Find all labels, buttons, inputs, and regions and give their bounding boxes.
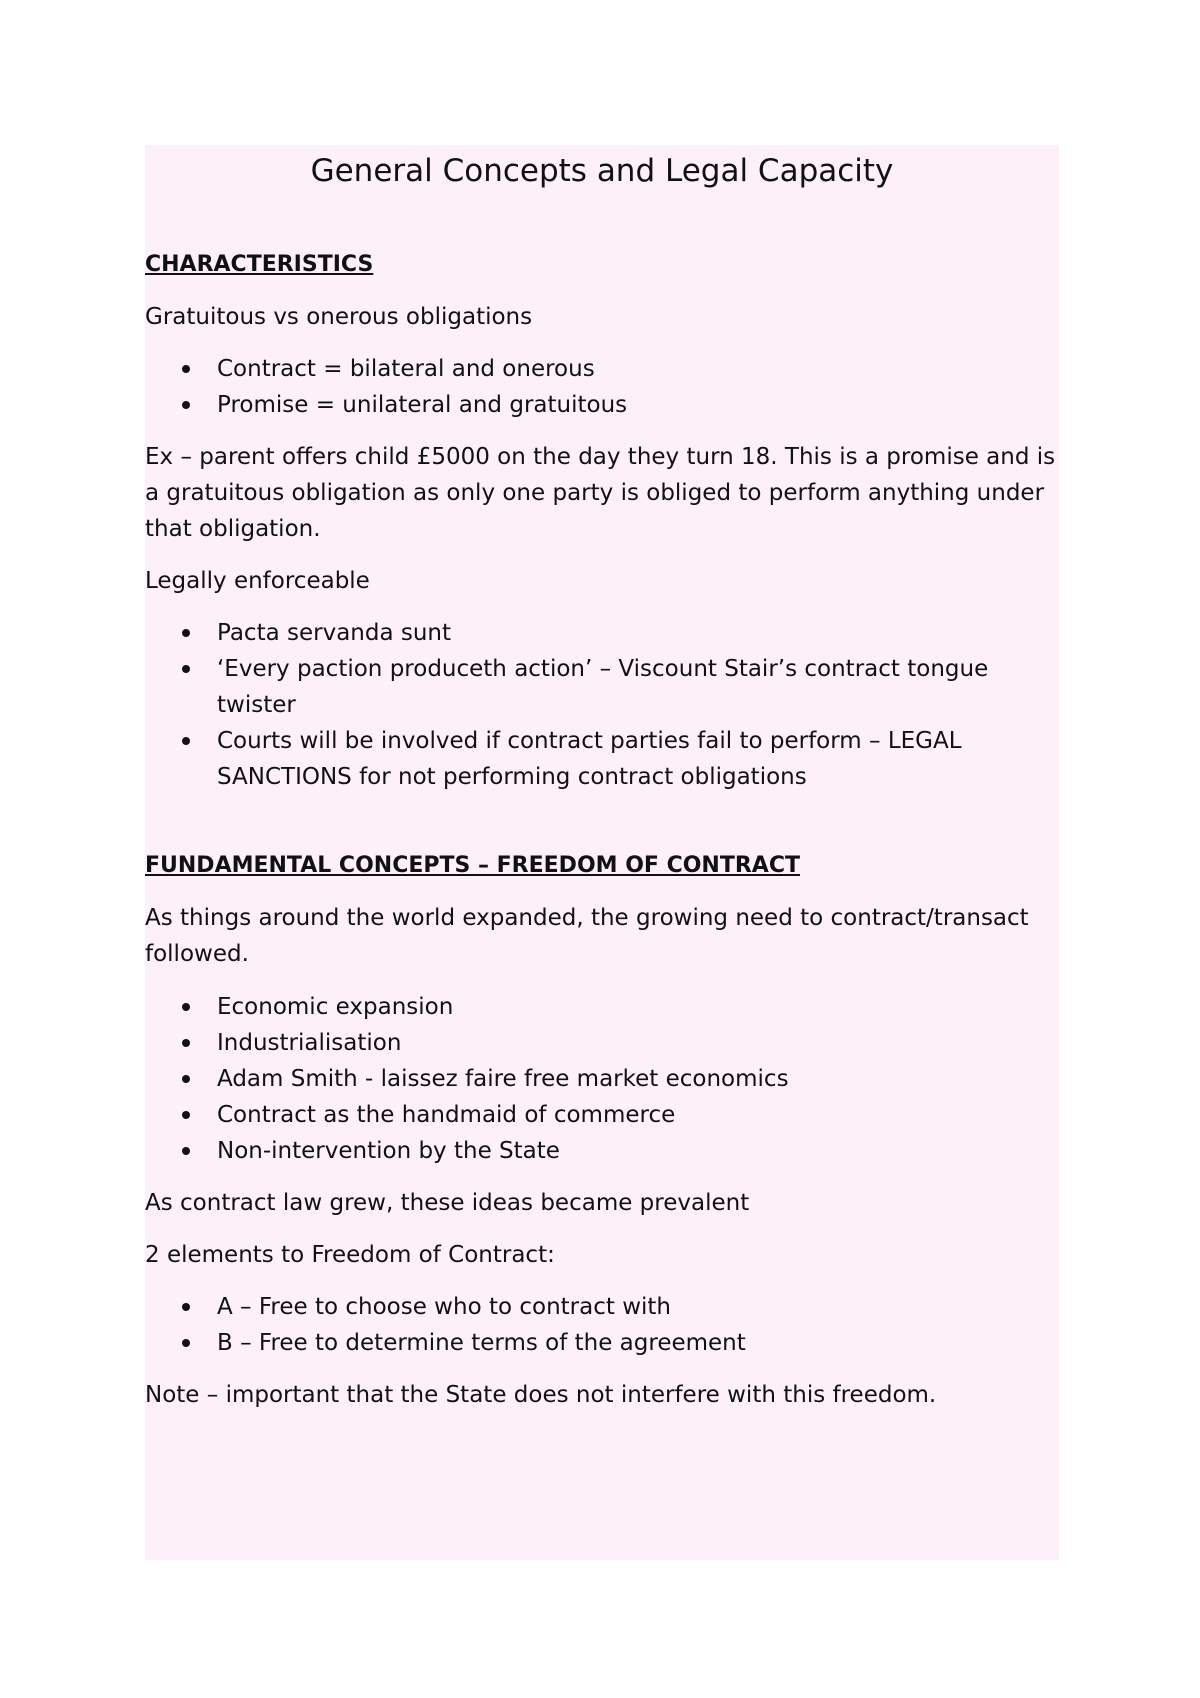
list-item — [145, 1289, 1059, 1325]
document-body — [145, 145, 1059, 1413]
characteristics-heading: CHARACTERISTICS — [145, 252, 374, 277]
list-item-text: Courts will be involved if contract parties fail to perform – LEGAL SANCTIONS for not performing contract obligations — [217, 728, 962, 790]
elements-list — [145, 1289, 1059, 1361]
bullet-icon — [182, 1303, 190, 1311]
bullet-icon — [182, 1075, 190, 1083]
list-item-text: Promise = unilateral and gratuitous — [217, 392, 628, 418]
list-item-text: A – Free to choose who to contract with — [217, 1294, 671, 1320]
bullet-icon — [182, 1003, 190, 1011]
list-item-text: Economic expansion — [217, 994, 454, 1020]
list-item — [145, 1133, 1059, 1169]
list-item-text: Pacta servanda sunt — [217, 620, 452, 646]
characteristics-section — [145, 247, 1059, 795]
list-item — [145, 1097, 1059, 1133]
note-paragraph: Note – important that the State does not interfere with this freedom. — [145, 1382, 937, 1408]
freedom-heading: FUNDAMENTAL CONCEPTS – FREEDOM OF CONTRACT — [145, 853, 800, 878]
list-item-text: Industrialisation — [217, 1030, 402, 1056]
bullet-icon — [182, 1111, 190, 1119]
list-item — [145, 989, 1059, 1025]
freedom-list — [145, 989, 1059, 1169]
bullet-icon — [182, 1339, 190, 1347]
bullet-icon — [182, 1147, 190, 1155]
gratuitous-intro: Gratuitous vs onerous obligations — [145, 304, 533, 330]
list-item — [145, 1025, 1059, 1061]
bullet-icon — [182, 401, 190, 409]
document-title: General Concepts and Legal Capacity — [310, 153, 894, 189]
elements-intro: 2 elements to Freedom of Contract: — [145, 1242, 555, 1268]
example-paragraph: Ex – parent offers child £5000 on the day they turn 18. This is a promise and is a gratuitous obligation as only one party is obliged to perform anything under that obligation. — [145, 444, 1056, 542]
freedom-section — [145, 848, 1059, 1413]
enforceable-intro: Legally enforceable — [145, 568, 370, 594]
enforceable-list — [145, 615, 1059, 795]
list-item — [145, 387, 1059, 423]
list-item — [145, 615, 1059, 651]
list-item — [145, 1325, 1059, 1361]
list-item — [145, 651, 1059, 723]
list-item — [145, 351, 1059, 387]
list-item-text: ‘Every paction produceth action’ – Viscount Stair’s contract tongue twister — [217, 656, 989, 718]
bullet-icon — [182, 629, 190, 637]
bullet-icon — [182, 365, 190, 373]
list-item — [145, 723, 1059, 795]
list-item-text: Contract = bilateral and onerous — [217, 356, 595, 382]
list-item — [145, 1061, 1059, 1097]
bullet-icon — [182, 737, 190, 745]
list-item-text: B – Free to determine terms of the agreement — [217, 1330, 746, 1356]
gratuitous-list — [145, 351, 1059, 423]
bullet-icon — [182, 665, 190, 673]
bullet-icon — [182, 1039, 190, 1047]
list-item-text: Adam Smith - laissez faire free market economics — [217, 1066, 789, 1092]
list-item-text: Contract as the handmaid of commerce — [217, 1102, 676, 1128]
freedom-intro: As things around the world expanded, the growing need to contract/transact followed. — [145, 905, 1029, 967]
list-item-text: Non-intervention by the State — [217, 1138, 560, 1164]
prevalent-paragraph: As contract law grew, these ideas became prevalent — [145, 1190, 750, 1216]
